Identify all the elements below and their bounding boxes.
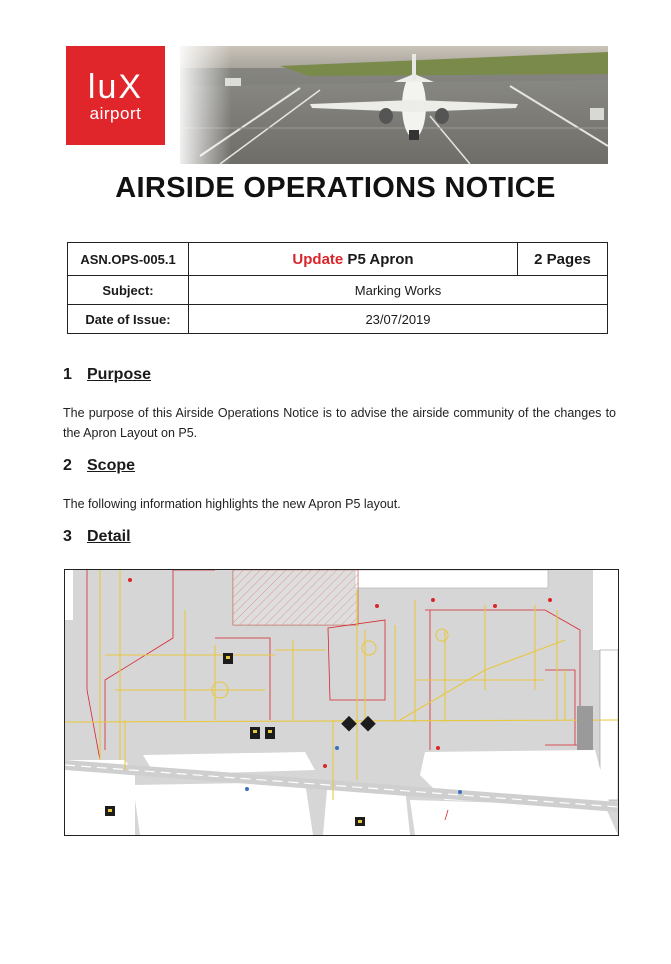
logo-text-airport: airport [89, 104, 142, 123]
scope-paragraph: The following information highlights the new Apron P5 layout. [63, 497, 401, 511]
section-heading-detail [63, 528, 131, 546]
subject-value: Marking Works [189, 276, 608, 305]
apron-p5-layout-map [64, 569, 619, 836]
section-title: Purpose [87, 366, 152, 383]
subject-label: Subject: [68, 276, 189, 305]
update-label: Update [292, 250, 344, 268]
date-value: 23/07/2019 [189, 305, 608, 334]
section-number: 1 [63, 366, 72, 383]
document-title: AIRSIDE OPERATIONS NOTICE [115, 172, 556, 204]
reference-number: ASN.OPS-005.1 [68, 243, 189, 276]
apron-aircraft-photo [180, 46, 608, 164]
section-heading-purpose [63, 366, 151, 384]
section-title: Scope [87, 457, 136, 474]
header-banner [66, 46, 608, 164]
notice-heading-text: P5 Apron [343, 250, 414, 268]
date-label: Date of Issue: [68, 305, 189, 334]
page-count: 2 Pages [518, 243, 608, 276]
purpose-paragraph: The purpose of this Airside Operations Notice is to advise the airside community of the changes to the Apron Layout on P5. [63, 406, 616, 440]
notice-info-table [67, 242, 608, 334]
section-number: 3 [63, 528, 72, 545]
apron-map-drawing [65, 570, 618, 835]
section-title: Detail [87, 528, 131, 545]
luxairport-logo [66, 46, 165, 145]
logo-text-lux: luX [87, 68, 144, 106]
notice-heading [189, 243, 518, 276]
section-heading-scope [63, 457, 135, 475]
section-number: 2 [63, 457, 72, 474]
